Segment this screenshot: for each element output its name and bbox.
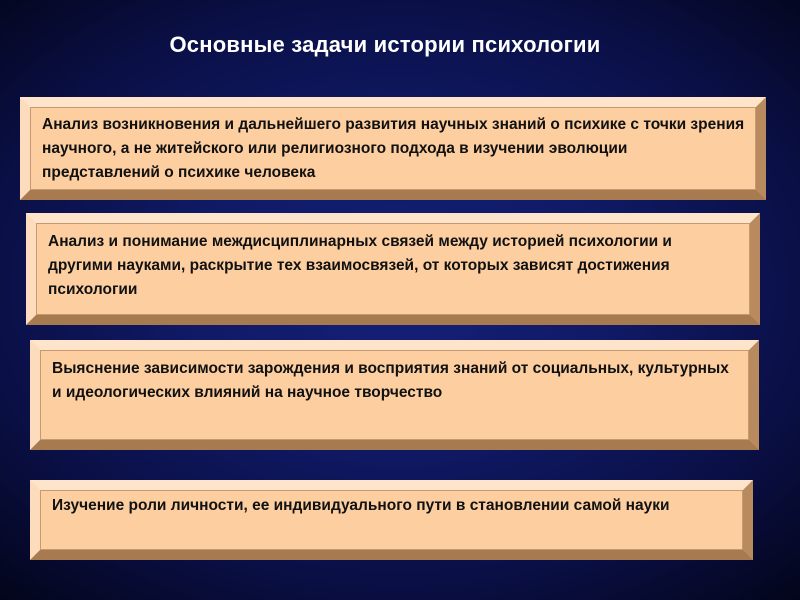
task-box-2 — [26, 213, 760, 325]
slide-title: Основные задачи истории психологии — [169, 32, 601, 57]
task-box-4 — [30, 480, 753, 560]
task-box-3 — [30, 340, 759, 450]
task-box-1 — [20, 97, 766, 200]
task-text-1: Анализ возникновения и дальнейшего развития научных знаний о психике с точки зрения научного, а не житейского или религиозного подхода в изучении эволюции представлений о психике человека — [42, 116, 745, 181]
task-text-3: Выяснение зависимости зарождения и восприятия знаний от социальных, культурных и идеологических влияний на научное творчество — [52, 360, 729, 401]
task-text-4: Изучение роли личности, ее индивидуального пути в становлении самой науки — [52, 497, 670, 514]
task-text-2: Анализ и понимание междисциплинарных связей между историей психологии и другими науками, раскрытие тех взаимосвязей, от которых зависят достижения психологии — [48, 233, 672, 298]
